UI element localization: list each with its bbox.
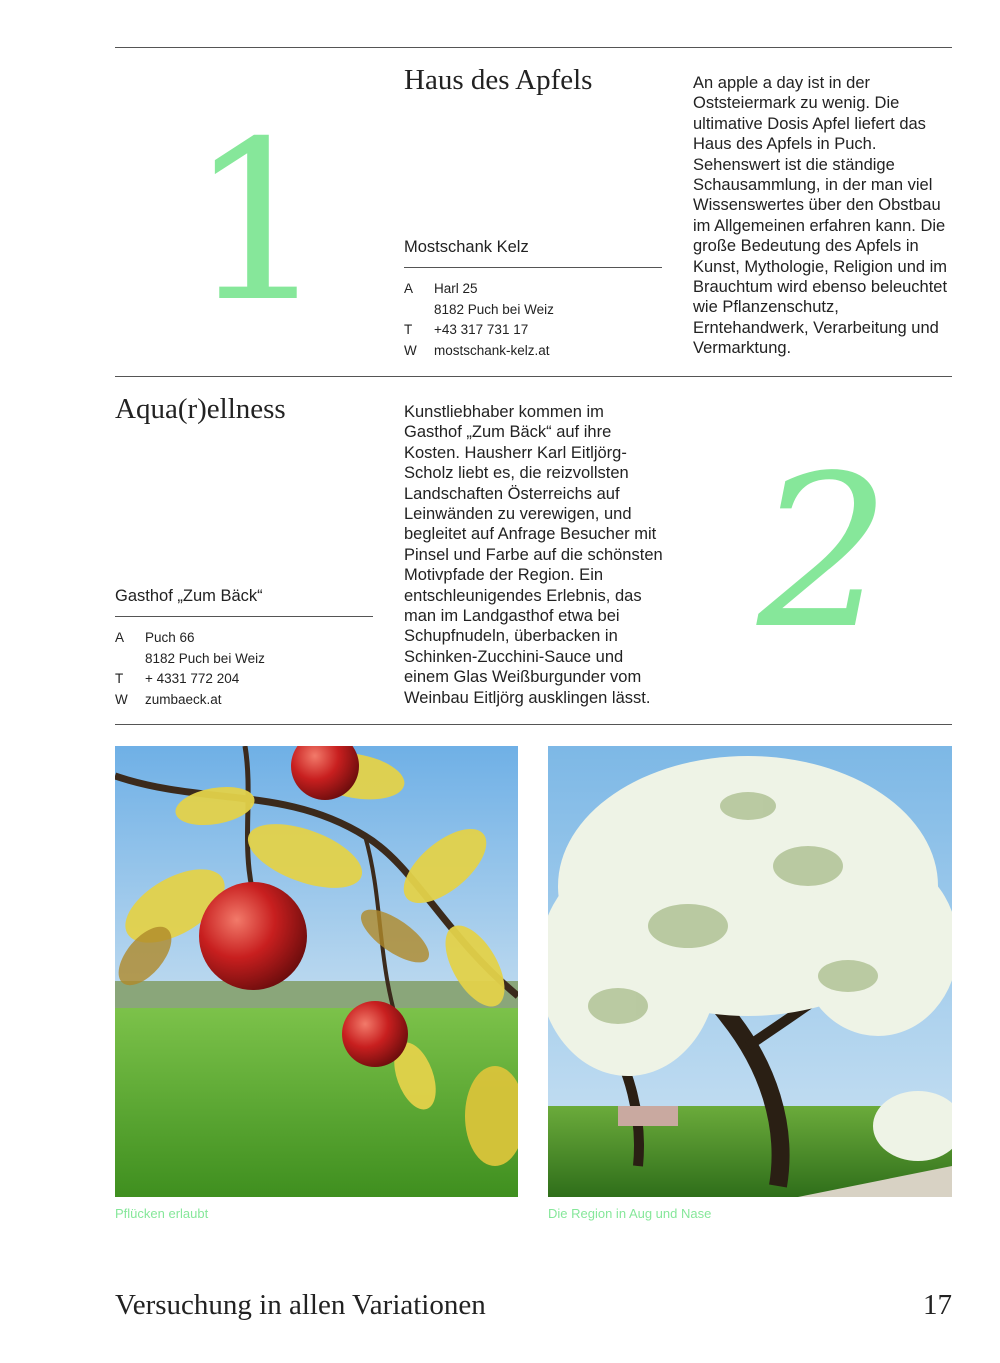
page-number: 17 xyxy=(923,1289,952,1321)
contact-address-row: A Puch 66 xyxy=(115,630,195,645)
photo-caption-1: Pflücken erlaubt xyxy=(115,1206,209,1221)
section-number-2: 2 xyxy=(757,430,891,675)
contact-city-row: 8182 Puch bei Weiz xyxy=(145,650,265,666)
top-rule xyxy=(115,47,952,48)
apple-branch-illustration xyxy=(115,746,518,1197)
contact-phone-row: T + 4331 772 204 xyxy=(115,671,240,686)
section-1-body-text: An apple a day ist in der Oststeiermark zu wenig. Die ultimative Dosis Apfel liefert das Haus des Apfels in Puch. Sehenswert ist die ständige Schausammlung, in der man viel Wissenswertes über den Obstbau im Allgemeinen erfahren kann. Die große Bedeutung des Apfels in Kunst, Mythologie, Religion und im Brauchtum wird ebenso beleuchtet wie Pflanzenschutz, Erntehandwerk, Verarbeitung und Vermarktung. xyxy=(693,74,948,358)
section-2-body-text: Kunstliebhaber kommen im Gasthof „Zum Bäck“ auf ihre Kosten. Hausherr Karl Eitljörg-Scholz liebt es, die reizvollsten Landschaften Österreichs auf Leinwänden zu verewigen, und begleitet auf Anfrage Besucher mit Pinsel und Farbe auf die schönsten Motivpfade der Region. Ein entschleunigendes Erlebnis, das man im Landgasthof etwa bei Schupfnudeln, überbacken in Schinken-Zucchini-Sauce und einem Glas Weißburgunder vom Weinbau Eitljörg ausklingen lässt. xyxy=(404,403,663,707)
venue-rule-1 xyxy=(404,267,662,268)
blossoming-tree-illustration xyxy=(548,746,952,1197)
venue-name-mostschank-kelz: Mostschank Kelz xyxy=(404,238,529,256)
apple-branch-photo xyxy=(115,746,518,1197)
section-divider-rule xyxy=(115,376,952,377)
section-title-aquarellness: Aqua(r)ellness xyxy=(115,393,286,425)
section-number-1: 1 xyxy=(188,94,328,350)
venue-rule-2 xyxy=(115,616,373,617)
website-link[interactable]: zumbaeck.at xyxy=(145,691,222,707)
contact-phone-row: T +43 317 731 17 xyxy=(404,322,529,337)
footer-title: Versuchung in allen Variationen xyxy=(115,1289,486,1321)
photo-caption-2: Die Region in Aug und Nase xyxy=(548,1206,712,1221)
photos-top-rule xyxy=(115,724,952,725)
contact-web-row[interactable]: W mostschank-kelz.at xyxy=(404,341,662,362)
website-link[interactable]: mostschank-kelz.at xyxy=(434,342,550,358)
contact-block-2 xyxy=(115,628,373,710)
contact-city-row: 8182 Puch bei Weiz xyxy=(434,301,554,317)
venue-name-gasthof-zum-baeck: Gasthof „Zum Bäck“ xyxy=(115,587,263,605)
blossoming-tree-photo xyxy=(548,746,952,1197)
contact-web-row[interactable]: W zumbaeck.at xyxy=(115,690,373,711)
contact-block-1 xyxy=(404,279,662,361)
contact-address-row: A Harl 25 xyxy=(404,281,478,296)
section-title-haus-des-apfels: Haus des Apfels xyxy=(404,64,593,96)
